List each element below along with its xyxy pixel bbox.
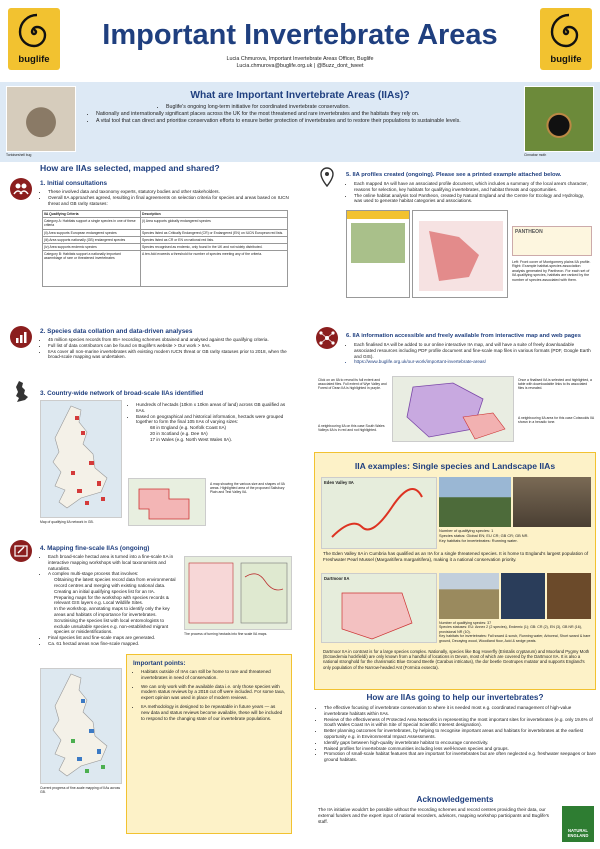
s6-caption-3: A neighbouring IIA on this case South Wales Valleys IIA is in red and not highlighted. xyxy=(318,424,385,432)
header xyxy=(0,0,600,80)
table-cell: Species listed as Critically Endangered (CR) or Endangered (EN) on IUCN European red lists. xyxy=(141,229,288,236)
s2-title: 2. Species data collation and data-driven analyses xyxy=(40,328,193,335)
table-cell: Category B: Habitats support a nationally important assemblage of rare or threatened invertebrates xyxy=(43,251,141,287)
moor-photo xyxy=(439,573,499,619)
mussel-photo xyxy=(513,477,591,527)
s6-bullet: • Each finalised IIA will be added to our online interactive IIA map, and will have a suite of freely downloadable associated resources including PDF profile document and fine-scale map files in various formats (PDF, Google Earth and GIS). xyxy=(354,342,592,359)
intro-bullet: • A vital tool that can direct and prioritise conservation efforts to ensure better protection of invertebrates and to restore their populations to sustainable levels. xyxy=(96,118,514,125)
photo-left xyxy=(6,86,76,152)
uk-map-icon xyxy=(10,380,32,404)
eden-info-line: Number of qualifying species: 1 xyxy=(439,528,494,533)
points-title: Important points: xyxy=(133,660,186,667)
eden-info-line: Key habitats for invertebrates: Running water. xyxy=(439,537,518,543)
pantheon-label: PANTHEON xyxy=(515,229,543,235)
spiral-icon xyxy=(8,10,60,54)
profile-cover xyxy=(346,210,410,298)
s4-step: In the workshop, annotating maps to identify only the key areas and habitats of importance for invertebrates. xyxy=(54,606,170,617)
dartmoor-info-line: Species statuses: EU: Annex 2 (2 species), Endemic (1); GB: CR (2), EN (3), GB NR (16), provisional NR (10). xyxy=(439,625,582,634)
dartmoor-info xyxy=(439,621,591,643)
ant-photo xyxy=(547,573,591,619)
s6-title: 6. IIA information accessible and freely available from interactive map and web pages xyxy=(346,333,581,339)
help-bullet: • Better planning outcomes for invertebrates, by helping to recognise important areas and habitats for invertebrates at the earliest opportunity e.g. in Environmental Impact Assessments. xyxy=(324,728,596,740)
chart-icon xyxy=(10,326,32,348)
profile-map xyxy=(412,210,508,298)
s4-bullet: • Final species list and fine-scale maps are generated. xyxy=(48,635,180,641)
logo-text: buglife xyxy=(18,54,50,65)
beetle-photo xyxy=(501,573,545,619)
help-title: How are IIAs going to help our invertebrates? xyxy=(366,693,544,702)
map-pencil-icon xyxy=(10,540,32,562)
table-cell: Species listed as CR or EN on national red lists. xyxy=(141,236,288,243)
table-cell: (iv) Area supports endemic species xyxy=(43,244,141,251)
table-cell: (ii) Area supports European endangered species xyxy=(43,229,141,236)
s2-bullet: • 45 million species records from 85+ recording schemes obtained and analysed against the qualifying criteria. xyxy=(48,337,290,343)
s4-bullet: • Each broad-scale hectad area is turned into a fine-scale IIA in interactive mapping workshops with local taxonomists and naturalists. xyxy=(48,554,180,571)
s5-bullets xyxy=(346,181,592,204)
iia-count-england: 68 in England (e.g. Norfolk Coast IIA) xyxy=(150,425,227,431)
photo-right xyxy=(524,86,594,152)
help-bullet: • Raised profiles for invertebrate communities including less well-known species and groups. xyxy=(324,746,596,752)
examples-box xyxy=(314,452,596,690)
dartmoor-info-line: Number of qualifying species: 37 xyxy=(439,621,492,625)
help-bullet: • Identify gaps between high-quality invertebrate habitat to encourage connectivity. xyxy=(324,740,596,746)
gb-iia-map xyxy=(40,400,122,518)
s5-title: 5. IIA profiles created (ongoing). Please see a printed example attached below. xyxy=(346,172,562,178)
gb-map-caption: Map of qualifying IIA network in GB. xyxy=(40,520,94,524)
s3-title: 3. Country-wide network of broad-scale IIAs identified xyxy=(40,390,204,397)
s4-title: 4. Mapping fine-scale IIAs (ongoing) xyxy=(40,545,150,552)
s5-bullet: • The online habitat analysis tool Pantheon, created by Natural England and the Centre for Ecology and Hydrology, was used to generate habitat categories and associations. xyxy=(354,193,592,205)
table-cell: Species recognised as endemic, only found in the UK and not widely distributed. xyxy=(141,244,288,251)
intro-bullet: • Buglife's ongoing long-term initiative for coordinated invertebrate conservation. xyxy=(166,104,514,111)
s3-bullet: • Hundreds of hectads (10km x 10km areas of land) across GB qualified as IIAs. xyxy=(136,402,292,414)
points-bullet: • IIA methodology is designed to be repeatable in future years — as new data and status reviews become available, these will be included to respond to the changing state of our invertebrate populations. xyxy=(141,704,285,721)
s4-bullets xyxy=(40,554,180,647)
logo-text: buglife xyxy=(550,54,582,65)
s4-bullet: • A complex multi-stage process that involves: xyxy=(48,571,180,577)
photo-right-caption: Cinnabar moth xyxy=(524,153,547,157)
workshop-map xyxy=(184,556,292,630)
intro-section xyxy=(0,82,600,162)
s4-step: Scrutinising the species list with local entomologists to exclude unsuitable species e.g. non-established migrant species or misidentifications. xyxy=(54,617,169,635)
points-bullet: • We can only work with the available data i.e. only those species with modern status reviews by a 2018 cut off were included. For some taxa, expert opinion was used in place of modern reviews. xyxy=(141,684,285,701)
help-bullets xyxy=(316,705,596,763)
help-bullet: • Review of the effectiveness of Protected Area Networks in representing the most important sites for invertebrates (e.g. only 19.6% of South Wales Coast IIA is within Site of Special Scientific Interest designation). xyxy=(324,717,596,729)
iia-count-wales: 17 in Wales (e.g. North West Wales IIA). xyxy=(150,436,233,442)
s1-title: 1. Initial consultations xyxy=(40,180,108,187)
criteria-table xyxy=(42,210,288,287)
dartmoor-info-line: Key habitats for invertebrates: Fall sward & scrub, Running water, Arboreal, Short sward & bare ground, Decaying wood, Woodland floor, Acid & sedge peats. xyxy=(439,634,591,643)
location-icon xyxy=(316,166,338,190)
intro-bullet: • Nationally and internationally significant places across the UK for the most threatened and rare invertebrates and the habitats they rely on. xyxy=(96,111,514,118)
s5-caption: Left: Front cover of Montgomery plains IIA profile. Right: Example habitat-species association analysis generated by Pantheon. For each set of IIA qualifying species, habitats are ranked by the number of species associated with them. xyxy=(512,260,591,282)
buglife-logo-right xyxy=(540,8,592,70)
s2-bullets xyxy=(40,337,290,360)
progress-map xyxy=(40,668,122,784)
dartmoor-label: Dartmoor IIA xyxy=(324,576,350,581)
s6-bullets xyxy=(346,342,592,365)
intro-bullets xyxy=(88,104,514,125)
s1-bullets xyxy=(40,189,290,206)
dartmoor-text: Dartmoor IIA in contrast is for a large species complex. Nationally, species like Bog Hoverfly (Eristalis cryptarum) and Moorland Pygmy Moth (Ectoedemia hockfieldi) are only known from a handful of locations in Devon, most of which are covered by the Dartmoor IIA. It is also a national stronghold for the charismatic Blue Ground Beetle (Carabus intricatus), the dor beetle Geotrupes mutator and supports England's only population of the Narrow-headed Ant (Formica exsecta). xyxy=(323,649,590,670)
progress-map-caption: Current progress of fine-scale mapping of IIAs across GB. xyxy=(40,786,121,794)
photo-left-caption: Tortoiseshell bug xyxy=(6,153,32,157)
spiral-icon xyxy=(540,10,592,54)
s4-step: Preparing maps for the workshop with species records & relevant GIS layers e.g. Local Wildlife Sites. xyxy=(54,594,169,606)
left-title: How are IIAs selected, mapped and shared? xyxy=(40,163,220,173)
table-cell: A ten-fold exceeds a threshold for number of species meeting any of the criteria. xyxy=(141,251,288,287)
pantheon-chart xyxy=(512,226,592,256)
eden-valley-label: Eden Valley IIA xyxy=(324,480,354,485)
s4-bullet: • Ca. 61 hectad areas now fine-scale mapped. xyxy=(48,641,180,647)
page-title: Important Invertebrate Areas xyxy=(102,19,498,51)
salisbury-map-caption: A map showing the various size and shapes of IIA areas. Highlighted area of the proposed Salisbury Plain and Test Valley IIA. xyxy=(210,482,285,494)
s6-link[interactable]: • https://www.buglife.org.uk/our-work/important-invertebrate-areas/ xyxy=(354,359,592,365)
ack-text: The IIA initiative wouldn't be possible without the recording schemes and record centres providing their data, our external funders and the expert input of national recorders, advisors, mapping workshop participants and Buglife's staff. xyxy=(318,807,549,824)
points-bullet: • Habitats outside of IIAs can still be home to rare and threatened invertebrates in need of conservation. xyxy=(141,669,285,681)
iia-count-scotland: 20 in Scotland (e.g. Dee IIA) xyxy=(150,430,208,436)
table-header: IIA Qualifying Criteria xyxy=(43,211,141,218)
eden-info xyxy=(439,529,591,543)
s4-step: Creating an initial qualifying species list for an IIA. xyxy=(54,588,156,594)
s2-bullet: • IIAs cover all non-marine invertebrates with existing modern IUCN threat or GB rarity statuses prior to 2018, when the broad-scale mapping was undertaken. xyxy=(48,349,290,361)
help-bullet: • The effective focusing of invertebrate conservation to where it is needed most e.g. coordinated management of high-value invertebrate habitats within IIAs. xyxy=(324,705,596,717)
examples-title: IIA examples: Single species and Landscape IIAs xyxy=(354,461,556,471)
ack-title: Acknowledgements xyxy=(416,795,494,804)
buglife-logo xyxy=(8,8,60,70)
s5-bullet: • Each mapped IIA will have an associated profile document, which includes a summary of the local area's character, reasons for selection, key habitats for qualifying invertebrates, and habitat threats and opportunities. xyxy=(354,181,592,193)
help-bullet: • Promotion of small-scale habitat features that are important for invertebrates but are often neglected e.g. freshwater seepages or bare ground habitats. xyxy=(324,751,596,763)
people-icon xyxy=(10,178,32,200)
s1-bullet: • Overall IIA approaches agreed, resulting in final agreements on selection criteria for species and areas based on IUCN threat and GB rarity statuses: xyxy=(48,195,290,207)
eden-valley-map xyxy=(321,477,437,549)
s1-bullet: • These involved data and taxonomy experts, statutory bodies and other stakeholders. xyxy=(48,189,290,195)
salisbury-map xyxy=(128,478,206,526)
workshop-map-caption: The process of turning hectads into fine scale IIA maps. xyxy=(184,632,268,636)
author-line: Lucia Chmurova, Important Invertebrate Areas Officer, Buglife xyxy=(226,56,374,62)
s6-caption-4: A neighbouring IIA area for this case Cotswolds IIA shown in a hexadic tone. xyxy=(518,416,594,424)
natural-england-logo xyxy=(562,806,594,842)
s3-bullet: • Based on geographical and historical information, hectads were grouped together to form the final 105 IIAs of varying sizes: xyxy=(136,414,292,426)
s6-caption-1: Click on an IIA to reveal its full extent and associated files. Full extent of Wye Valley and Forest of Dean IIA is highlighted in purple. xyxy=(318,378,387,390)
s6-caption-2: Once a finalised IIA is selected and highlighted, a table with downloadable links to its associated files is revealed. xyxy=(518,378,592,390)
table-cell: (iii) Area supports nationally (GB) endangered species xyxy=(43,236,141,243)
important-points-box xyxy=(126,654,292,834)
river-photo xyxy=(439,477,511,527)
contact-line: Lucia.chmurova@buglife.org.uk | @Buzz_dont_tweet xyxy=(236,63,364,69)
points-list xyxy=(127,669,291,721)
table-header: Description xyxy=(141,211,288,218)
network-icon xyxy=(316,327,338,349)
s3-bullets xyxy=(128,402,292,443)
ne-logo-text: NATURAL ENGLAND xyxy=(567,828,589,838)
interactive-map xyxy=(392,376,514,442)
intro-title: What are Important Invertebrate Areas (IIAs)? xyxy=(190,90,410,101)
s4-step: Obtaining the latest species record data from environmental record centres and merging with existing national data. xyxy=(54,577,176,588)
dartmoor-map xyxy=(321,573,437,643)
eden-info-line: Species status: Global EN; EU CR; GB CR; GB NR. xyxy=(439,532,529,538)
eden-text: The Eden Valley IIA in Cumbria has qualified as an IIA for a single threatened species. It is home to England's largest population of Freshwater Pearl Mussel (Margaritifera margaritifera), making it a national conservation priority. xyxy=(323,551,589,562)
table-cell: (i) Area supports globally endangered species xyxy=(141,218,288,229)
table-cell: Category A: Habitats support a single species in one of these criteria xyxy=(43,218,141,229)
s2-bullet: • Full list of data contributors can be found on Buglife's website > Our work > IIAs. xyxy=(48,343,290,349)
